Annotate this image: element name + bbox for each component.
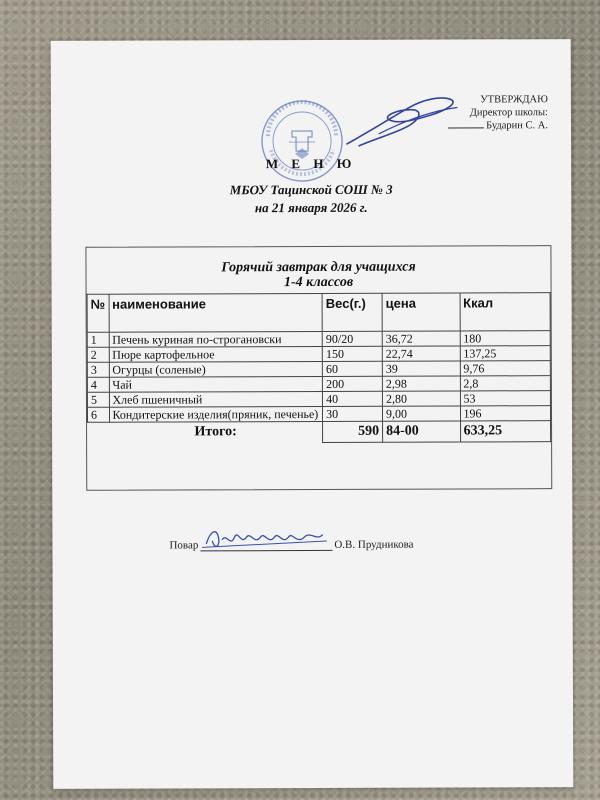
row-weight: 60 [322, 361, 382, 376]
row-weight: 150 [322, 346, 382, 361]
total-row [88, 421, 551, 444]
row-num: 4 [87, 377, 109, 392]
cook-name: О.В. Прудникова [334, 538, 414, 551]
table-header-row [87, 293, 550, 333]
row-price: 2,80 [382, 391, 460, 406]
caption-line-2: 1-4 классов [283, 274, 354, 291]
row-price: 39 [382, 361, 460, 376]
row-num: 5 [87, 392, 109, 407]
column-header-name: наименование [109, 293, 323, 332]
table-row [87, 376, 550, 393]
row-name: Кондитерские изделия(пряник, печенье) [109, 406, 323, 422]
row-num: 1 [87, 332, 109, 347]
row-kcal: 196 [460, 406, 551, 421]
row-price: 2,98 [382, 376, 460, 391]
table-row [87, 331, 550, 348]
row-kcal: 53 [460, 391, 551, 406]
director-signature [339, 93, 469, 151]
row-kcal: 9,76 [460, 361, 551, 376]
menu-table [87, 292, 552, 444]
approval-heading: УТВЕРЖДАЮ [480, 94, 548, 106]
row-name: Огурцы (соленые) [109, 361, 323, 377]
cook-line [169, 539, 413, 552]
column-header-weight: Вес(г.) [322, 293, 382, 331]
table-row [87, 406, 550, 423]
row-name: Пюре картофельное [109, 346, 323, 362]
total-weight: 590 [323, 421, 383, 442]
row-num: 2 [87, 347, 109, 362]
table-row [87, 361, 550, 378]
row-kcal: 180 [460, 331, 551, 346]
menu-caption [86, 259, 550, 291]
column-header-kcal: Ккал [460, 293, 551, 331]
total-price: 84-00 [383, 421, 461, 442]
caption-line-1: Горячий завтрак для учащихся [221, 259, 416, 276]
row-num: 3 [87, 362, 109, 377]
row-weight: 30 [323, 406, 383, 421]
row-num: 6 [87, 407, 109, 422]
total-kcal: 633,25 [460, 421, 551, 442]
column-header-price: цена [382, 293, 460, 331]
row-kcal: 2,8 [460, 376, 551, 391]
row-weight: 90/20 [322, 331, 382, 346]
row-price: 36,72 [382, 331, 460, 346]
table-row [87, 391, 550, 408]
total-label: Итого: [109, 421, 323, 443]
approval-name: Бударин С. А. [486, 120, 549, 132]
row-price: 9,00 [382, 406, 460, 421]
row-weight: 200 [323, 376, 383, 391]
menu-table-frame [85, 245, 552, 491]
total-spacer [88, 422, 110, 443]
menu-date: на 21 января 2026 г. [254, 199, 368, 216]
menu-sheet [51, 39, 574, 789]
school-name: МБОУ Тацинской СОШ № 3 [229, 181, 393, 198]
column-header-num: № [87, 294, 109, 332]
approval-position: Директор школы: [469, 107, 548, 119]
row-weight: 40 [323, 391, 383, 406]
row-kcal: 137,25 [460, 346, 551, 361]
row-price: 22,74 [382, 346, 460, 361]
menu-title: М Е Н Ю [265, 155, 357, 172]
row-name: Чай [109, 376, 323, 392]
cook-label: Повар [169, 539, 199, 552]
table-row [87, 346, 550, 363]
row-name: Хлеб пшеничный [109, 391, 323, 407]
row-name: Печень куриная по-строгановски [109, 331, 323, 347]
